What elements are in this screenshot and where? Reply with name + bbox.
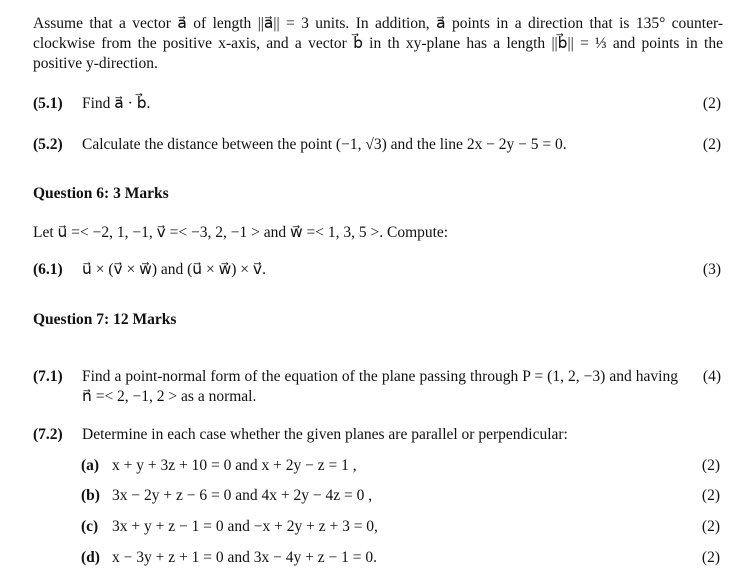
question-5-2 <box>33 134 723 156</box>
item-number: (5.2) <box>33 136 63 153</box>
item-number: (6.1) <box>33 261 63 278</box>
part-text: x − 3y + z + 1 = 0 and 3x − 4y + z − 1 = 0. <box>112 549 377 566</box>
item-text: Find a point-normal form of the equation of the plane passing through P = (1, 2, −3) and having n⃗ =< 2, −1, 2 > as a normal. <box>82 368 678 405</box>
question-7-2-part-d <box>81 547 722 569</box>
intro-paragraph: Assume that a vector a⃗ of length ||a⃗|| = 3 units. In addition, a⃗ points in a direction that is 135° counter-clockwise from the positive x-axis, and a vector b⃗ in th xy-plane has a length ||b⃗|| = ⅓ and points in the positive y-direction. <box>33 15 723 72</box>
question-7-2-part-a <box>81 455 722 477</box>
part-marks: (2) <box>701 518 720 535</box>
item-marks: (4) <box>702 368 721 385</box>
item-number: (7.2) <box>33 426 63 443</box>
item-text: Determine in each case whether the given planes are parallel or perpendicular: <box>82 426 568 443</box>
item-text: u⃗ × (v⃗ × w⃗) and (u⃗ × w⃗) × v⃗. <box>82 261 266 278</box>
item-marks: (3) <box>702 261 721 278</box>
part-marks: (2) <box>701 487 720 504</box>
part-label: (d) <box>81 549 100 566</box>
part-text: 3x − 2y + z − 6 = 0 and 4x + 2y − 4z = 0 , <box>112 487 373 504</box>
question-6-1 <box>33 259 723 281</box>
question-7-1 <box>33 367 723 409</box>
part-label: (a) <box>81 457 100 474</box>
question-7-2-part-b <box>81 485 722 507</box>
part-label: (c) <box>81 518 99 535</box>
item-text: Find a⃗ · b⃗. <box>82 95 151 112</box>
item-marks: (2) <box>702 95 721 112</box>
part-marks: (2) <box>701 457 720 474</box>
question-7-2-part-c <box>81 516 722 538</box>
item-number: (7.1) <box>33 368 63 385</box>
part-label: (b) <box>81 487 100 504</box>
item-number: (5.1) <box>33 95 63 112</box>
question-7-heading: Question 7: 12 Marks <box>33 311 177 328</box>
question-6-intro: Let u⃗ =< −2, 1, −1, v⃗ =< −3, 2, −1 > and w⃗ =< 1, 3, 5 >. Compute: <box>33 224 449 241</box>
question-6-heading: Question 6: 3 Marks <box>33 185 169 202</box>
question-7-2 <box>33 424 723 446</box>
part-text: x + y + 3z + 10 = 0 and x + 2y − z = 1 , <box>112 457 357 474</box>
question-5-1 <box>33 93 723 115</box>
part-marks: (2) <box>701 549 720 566</box>
part-text: 3x + y + z − 1 = 0 and −x + 2y + z + 3 = 0, <box>112 518 378 535</box>
item-text: Calculate the distance between the point (−1, √3) and the line 2x − 2y − 5 = 0. <box>82 136 567 153</box>
item-marks: (2) <box>702 136 721 153</box>
